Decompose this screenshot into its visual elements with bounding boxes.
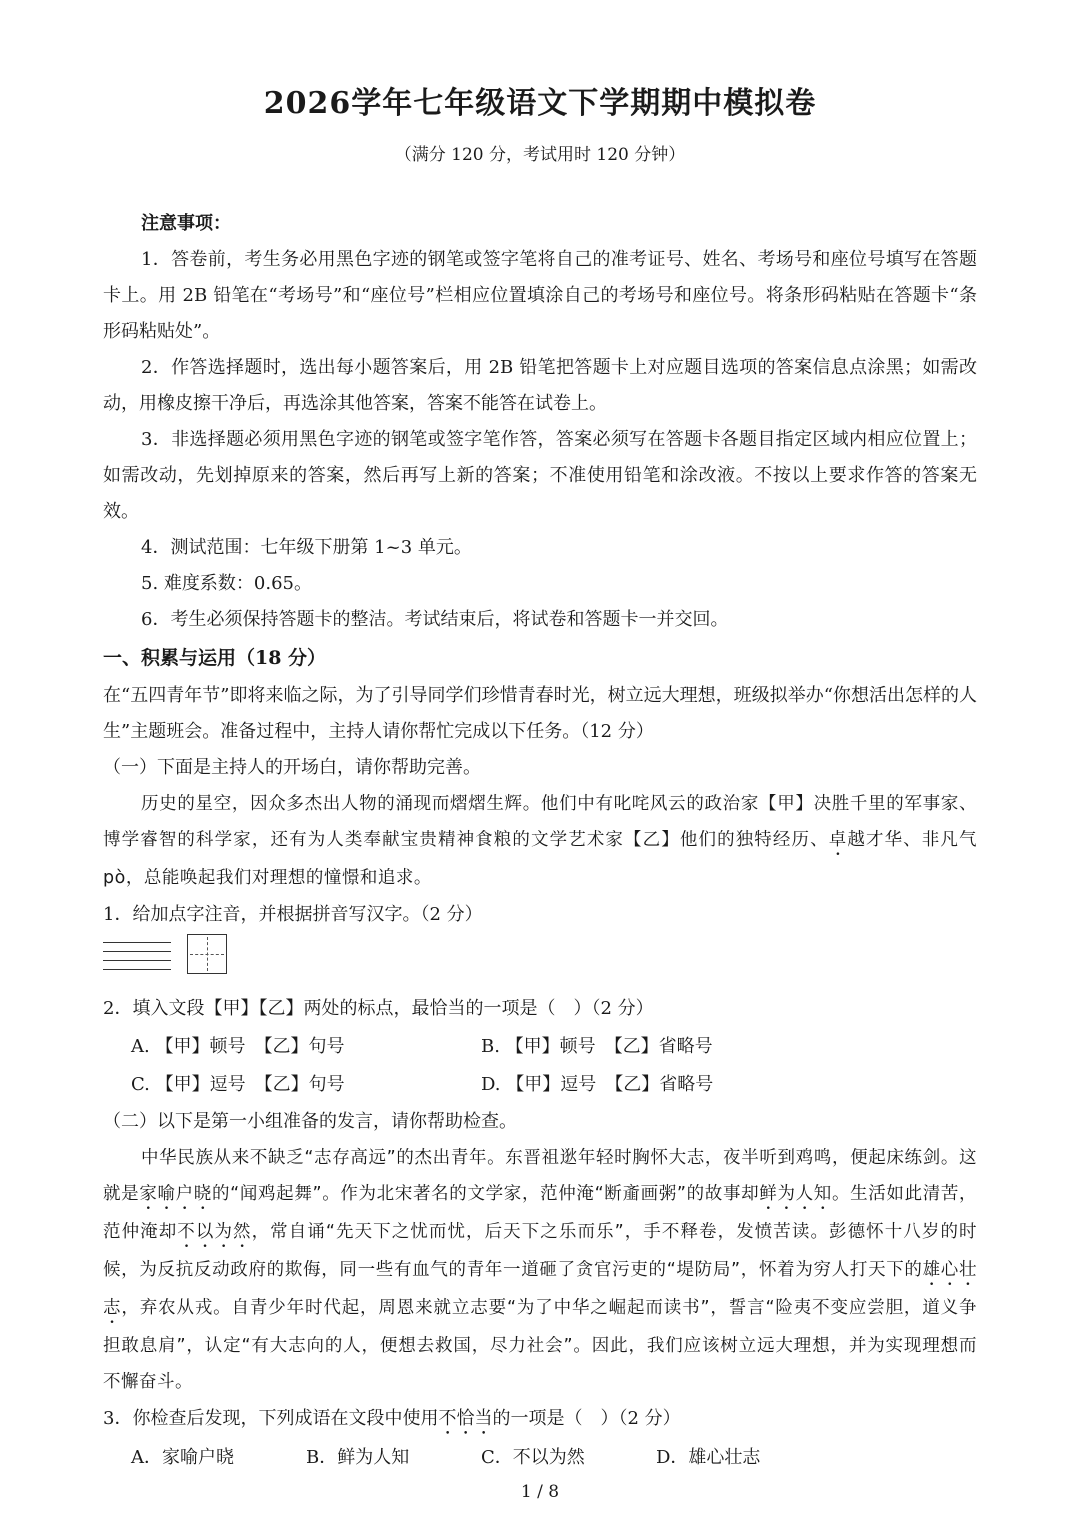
answer-area: [103, 934, 977, 990]
exam-info: （满分 120 分，考试用时 120 分钟）: [394, 145, 686, 165]
notice-item: 3．非选择题必须用黑色字迹的钢笔或签字笔作答，答案必须写在答题卡各题目指定区域内相应位置上；如需改动，先划掉原来的答案，然后再写上新的答案；不准使用铅笔和涂改液。不按以上要求作答的答案无效。: [103, 429, 977, 522]
q2-options-row: [103, 1028, 977, 1066]
passage-text: 中华民族从来不缺乏“志存高远”的杰出青年。东晋祖逖年轻时胸怀大志，夜半听到鸡鸣，便起床练剑。这就是: [103, 1148, 977, 1204]
section-heading: 一、积累与运用（18 分）: [103, 647, 327, 669]
passage-text: 。生活如此清苦，范仲淹却: [103, 1184, 978, 1242]
passage-text: 历史的星空，因众多杰出人物的涌现而熠熠生辉。他们中有叱咤风云的政治家【甲】决胜千里的军事家、博学睿智的科学家，还有为人类奉献宝贵精神食粮的文学艺术家【乙】他们的独特经历、: [103, 794, 977, 850]
q3-option-b[interactable]: B．鲜为人知: [306, 1447, 410, 1468]
passage-text: ，常自诵“先天下之忧而忧，后天下之乐而乐”，手不释卷，发愤苦读。彭德怀十八岁的时候，为反抗反动政府的欺侮，同一些有血气的青年一道砸了贪官污吏的“堤防局”，怀着为穷人打天下的: [103, 1222, 978, 1280]
notice-item: 1．答卷前，考生务必用黑色字迹的钢笔或签字笔将自己的准考证号、姓名、考场号和座位号填写在答题卡上。用 2B 铅笔在“考场号”和“座位号”栏相应位置填涂自己的考场号和座位号。将条形码粘贴在答题卡“条形码粘贴处”。: [103, 249, 977, 342]
part2-heading: （二）以下是第一小组准备的发言，请你帮助检查。: [103, 1111, 517, 1132]
character-grid-box[interactable]: [187, 934, 227, 974]
question-text: 的一项是（ ）（2 分）: [492, 1408, 681, 1429]
section-intro: 在“五四青年节”即将来临之际，为了引导同学们珍惜青春时光，树立远大理想，班级拟举办“你想活出怎样的人生”主题班会。准备过程中，主持人请你帮忙完成以下任务。（12 分）: [103, 685, 977, 742]
idiom-jiayuhuxiao: 家喻户晓: [139, 1184, 212, 1204]
passage-text: 的“闻鸡起舞”。作为北宋著名的文学家，范仲淹“断齑画粥”的故事却: [211, 1184, 760, 1204]
notice-item: 6．考生必须保持答题卡的整洁。考试结束后，将试卷和答题卡一并交回。: [141, 609, 729, 630]
passage-text: ，弃农从戎。自青少年时代起，周恩来就立志要“为了中华之崛起而读书”，誓言“险夷不变应尝胆，道义争担敢息肩”，认定“有大志向的人，便想去救国，尽力社会”。因此，我们应该树立远大理想，并为实现理想而不懈奋斗。: [103, 1298, 978, 1392]
idiom-xianweirenzhi: 鲜为人知: [759, 1184, 832, 1204]
q3-option-c[interactable]: C．不以为然: [481, 1447, 585, 1468]
notice-item: 4．测试范围：七年级下册第 1~3 单元。: [141, 537, 472, 558]
page-content: [103, 206, 977, 1477]
idiom-buyiweiran: 不以为然: [177, 1222, 252, 1242]
group-speech-passage: [103, 1140, 977, 1400]
q3-option-a[interactable]: A．家喻户晓: [131, 1447, 234, 1468]
idiom-xiongxinzhuangzhi: 雄心壮志: [103, 1260, 977, 1318]
question-text: 3．你检查后发现，下列成语在文段中使用: [103, 1408, 439, 1429]
page-number: 1 / 8: [520, 1482, 560, 1502]
notice-item: 2．作答选择题时，选出每小题答案后，用 2B 铅笔把答题卡上对应题目选项的答案信息点涂黑；如需改动，用橡皮擦干净后，再选涂其他答案，答案不能答在试卷上。: [103, 357, 977, 414]
question-1: 1．给加点字注音，并根据拼音写汉字。（2 分）: [103, 904, 483, 925]
question-2: 2．填入文段【甲】【乙】两处的标点，最恰当的一项是（ ）（2 分）: [103, 998, 654, 1019]
passage-text: 越才华、非凡气 pò，总能唤起我们对理想的憧憬和追求。: [103, 830, 978, 888]
emphasis-text: 不恰当: [438, 1408, 493, 1429]
page-title: 2026学年七年级语文下学期期中模拟卷: [263, 86, 817, 121]
q2-option-b[interactable]: B. 【甲】顿号 【乙】省略号: [481, 1036, 713, 1057]
q2-option-a[interactable]: A. 【甲】顿号 【乙】句号: [131, 1036, 345, 1057]
pinyin-writing-lines[interactable]: [103, 942, 171, 972]
part1-heading: （一）下面是主持人的开场白，请你帮助完善。: [103, 757, 481, 778]
q2-option-c[interactable]: C. 【甲】逗号 【乙】句号: [131, 1074, 345, 1095]
q2-options-row: [103, 1066, 977, 1104]
q3-option-d[interactable]: D．雄心壮志: [656, 1447, 761, 1468]
question-3: [103, 1400, 977, 1439]
q3-options-row: [103, 1439, 977, 1477]
notice-heading: 注意事项：: [141, 213, 231, 234]
notice-item: 5. 难度系数：0.65。: [141, 573, 312, 594]
opening-passage: [103, 786, 977, 896]
q2-option-d[interactable]: D. 【甲】逗号 【乙】省略号: [481, 1074, 714, 1095]
dotted-character: 卓: [828, 830, 848, 850]
